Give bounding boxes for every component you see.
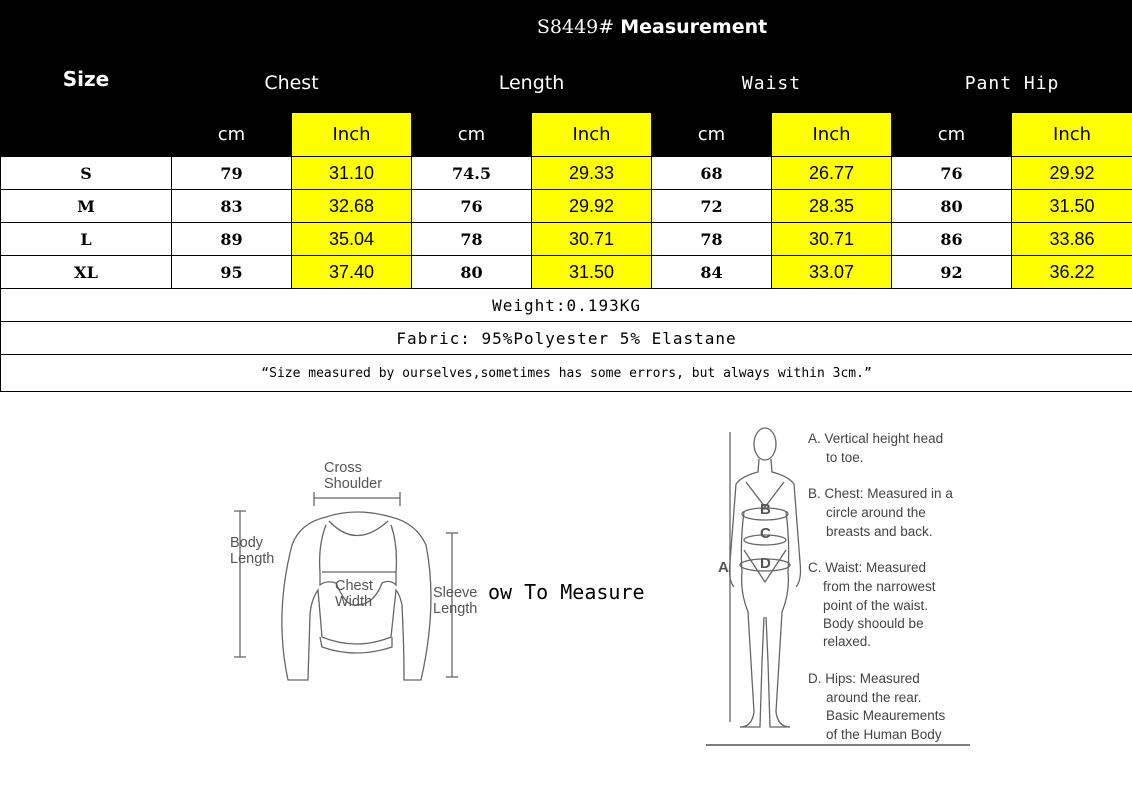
label-body: Body (230, 535, 264, 551)
unit-inch: Inch (772, 113, 892, 157)
group-pant-hip: Pant Hip (892, 54, 1132, 113)
waist-inch: 28.35 (772, 190, 892, 223)
length-inch: 31.50 (532, 256, 652, 289)
length-inch: 29.92 (532, 190, 652, 223)
title-word: Measurement (620, 16, 768, 38)
instr-c5: relaxed. (823, 634, 872, 649)
table-row (1, 223, 1132, 256)
instr-a2: to toe. (826, 450, 864, 465)
instr-d3: Basic Meaurements (826, 708, 946, 723)
body-diagram (700, 422, 990, 752)
chart-title (172, 1, 1132, 54)
waist-cm: 84 (652, 256, 772, 289)
label-body-length: Length (230, 551, 275, 567)
instr-b2: circle around the (826, 505, 926, 520)
title-code: S8449# (536, 16, 615, 38)
chest-inch: 35.04 (292, 223, 412, 256)
pant-hip-inch: 29.92 (1012, 157, 1132, 190)
instr-d1: D. Hips: Measured (808, 671, 920, 686)
instr-b1: B. Chest: Measured in a (808, 486, 953, 501)
unit-cm: cm (652, 113, 772, 157)
chest-inch: 37.40 (292, 256, 412, 289)
how-to-measure-heading: ow To Measure (488, 580, 645, 604)
label-width: Width (335, 594, 373, 610)
group-waist: Waist (652, 54, 892, 113)
waist-cm: 78 (652, 223, 772, 256)
size-label: XL (1, 256, 172, 289)
length-inch: 29.33 (532, 157, 652, 190)
label-chest: Chest (335, 578, 373, 594)
unit-cm: cm (412, 113, 532, 157)
instr-a1: A. Vertical height head (808, 431, 944, 446)
unit-cm: cm (892, 113, 1012, 157)
instr-b3: breasts and back. (826, 524, 933, 539)
pant-hip-cm: 80 (892, 190, 1012, 223)
length-cm: 80 (412, 256, 532, 289)
group-length: Length (412, 54, 652, 113)
size-label: S (1, 157, 172, 190)
pant-hip-cm: 86 (892, 223, 1012, 256)
waist-inch: 26.77 (772, 157, 892, 190)
marker-a: A (718, 559, 729, 576)
length-inch: 30.71 (532, 223, 652, 256)
chest-cm: 83 (172, 190, 292, 223)
instr-c3: point of the waist. (823, 598, 929, 613)
instr-c1: C. Waist: Measured (808, 560, 927, 575)
length-cm: 78 (412, 223, 532, 256)
length-cm: 74.5 (412, 157, 532, 190)
chest-cm: 95 (172, 256, 292, 289)
unit-cm: cm (172, 113, 292, 157)
label-shoulder: Shoulder (324, 476, 383, 492)
marker-d: D (760, 555, 771, 572)
chest-cm: 89 (172, 223, 292, 256)
waist-cm: 72 (652, 190, 772, 223)
garment-diagram (226, 455, 488, 690)
marker-b: B (760, 501, 771, 518)
weight-info: Weight:0.193KG (1, 289, 1132, 322)
size-label: M (1, 190, 172, 223)
group-chest: Chest (172, 54, 412, 113)
table-row (1, 256, 1132, 289)
waist-inch: 33.07 (772, 256, 892, 289)
unit-inch: Inch (532, 113, 652, 157)
label-cross: Cross (324, 460, 362, 476)
pant-hip-inch: 33.86 (1012, 223, 1132, 256)
label-sleeve: Sleeve (433, 585, 478, 601)
measurement-note: “Size measured by ourselves,sometimes has some errors, but always within 3cm.” (1, 355, 1132, 392)
chest-inch: 31.10 (292, 157, 412, 190)
waist-cm: 68 (652, 157, 772, 190)
pant-hip-inch: 36.22 (1012, 256, 1132, 289)
marker-c: C (760, 525, 771, 542)
size-header: Size (1, 1, 172, 157)
chest-inch: 32.68 (292, 190, 412, 223)
pant-hip-cm: 76 (892, 157, 1012, 190)
size-chart-table (0, 0, 1132, 392)
unit-inch: Inch (292, 113, 412, 157)
pant-hip-inch: 31.50 (1012, 190, 1132, 223)
instr-c2: from the narrowest (823, 579, 936, 594)
label-sleeve-length: Length (433, 601, 478, 617)
table-row (1, 190, 1132, 223)
fabric-info: Fabric: 95%Polyester 5% Elastane (1, 322, 1132, 355)
size-label: L (1, 223, 172, 256)
waist-inch: 30.71 (772, 223, 892, 256)
unit-inch: Inch (1012, 113, 1132, 157)
table-row (1, 157, 1132, 190)
length-cm: 76 (412, 190, 532, 223)
instr-c4: Body shoould be (823, 616, 924, 631)
instr-d4: of the Human Body (826, 727, 942, 742)
chest-cm: 79 (172, 157, 292, 190)
instr-d2: around the rear. (826, 690, 922, 705)
pant-hip-cm: 92 (892, 256, 1012, 289)
